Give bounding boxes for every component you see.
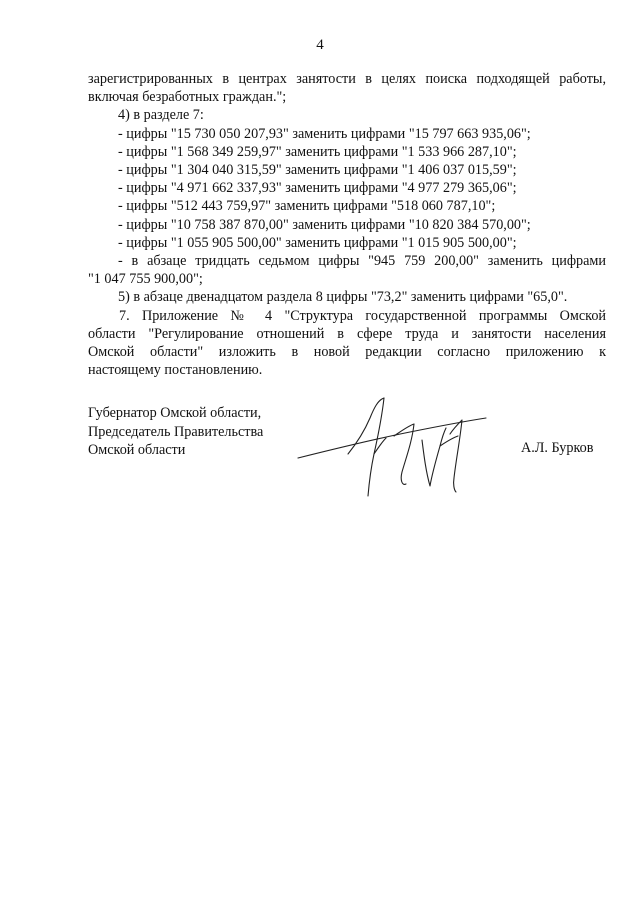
signatory-title-line: Губернатор Омской области, — [88, 405, 262, 421]
replacement-line: - цифры "15 730 050 207,93" заменить цифрами "15 797 663 935,06"; — [118, 125, 531, 142]
replacement-line: - цифры "1 568 349 259,97" заменить цифрами "1 533 966 287,10"; — [118, 143, 517, 160]
paragraph-line: зарегистрированных в центрах занятости в целях поиска подходящей работы, — [88, 71, 606, 87]
replacement-line: - цифры "1 055 905 500,00" заменить цифрами "1 015 905 500,00"; — [118, 234, 517, 251]
item-5: 5) в абзаце двенадцатом раздела 8 цифры "73,2" заменить цифрами "65,0". — [118, 289, 568, 306]
signatory-title — [88, 404, 263, 460]
item-7-line: настоящему постановлению. — [88, 362, 263, 379]
abzac-37-line: "1 047 755 900,00"; — [88, 271, 203, 288]
signatory-title-line: Председатель Правительства — [88, 423, 264, 440]
handwritten-signature — [290, 392, 490, 502]
paragraph-line: включая безработных граждан."; — [88, 89, 287, 106]
item-7-line: 7. Приложение № 4 "Структура государственной программы Омской — [119, 307, 606, 324]
document-body — [88, 70, 606, 379]
signatory-title-line: Омской области — [88, 442, 186, 458]
replacement-line: - цифры "1 304 040 315,59" заменить цифрами "1 406 037 015,59"; — [118, 162, 517, 179]
page-number: 4 — [316, 37, 324, 53]
replacement-line: - цифры "4 971 662 337,93" заменить цифрами "4 977 279 365,06"; — [118, 180, 517, 197]
item-7-line: Омской области" изложить в новой редакции согласно приложению к — [88, 344, 606, 361]
item-7-line: области "Регулирование отношений в сфере труда и занятости населения — [88, 325, 606, 342]
replacement-line: - цифры "10 758 387 870,00" заменить цифрами "10 820 384 570,00"; — [118, 216, 531, 233]
replacement-line: - цифры "512 443 759,97" заменить цифрами "518 060 787,10"; — [118, 198, 496, 215]
abzac-37-line: - в абзаце тридцать седьмом цифры "945 759 200,00" заменить цифрами — [118, 253, 606, 270]
signer-name: А.Л. Бурков — [521, 440, 594, 456]
item-4-heading: 4) в разделе 7: — [118, 107, 204, 124]
